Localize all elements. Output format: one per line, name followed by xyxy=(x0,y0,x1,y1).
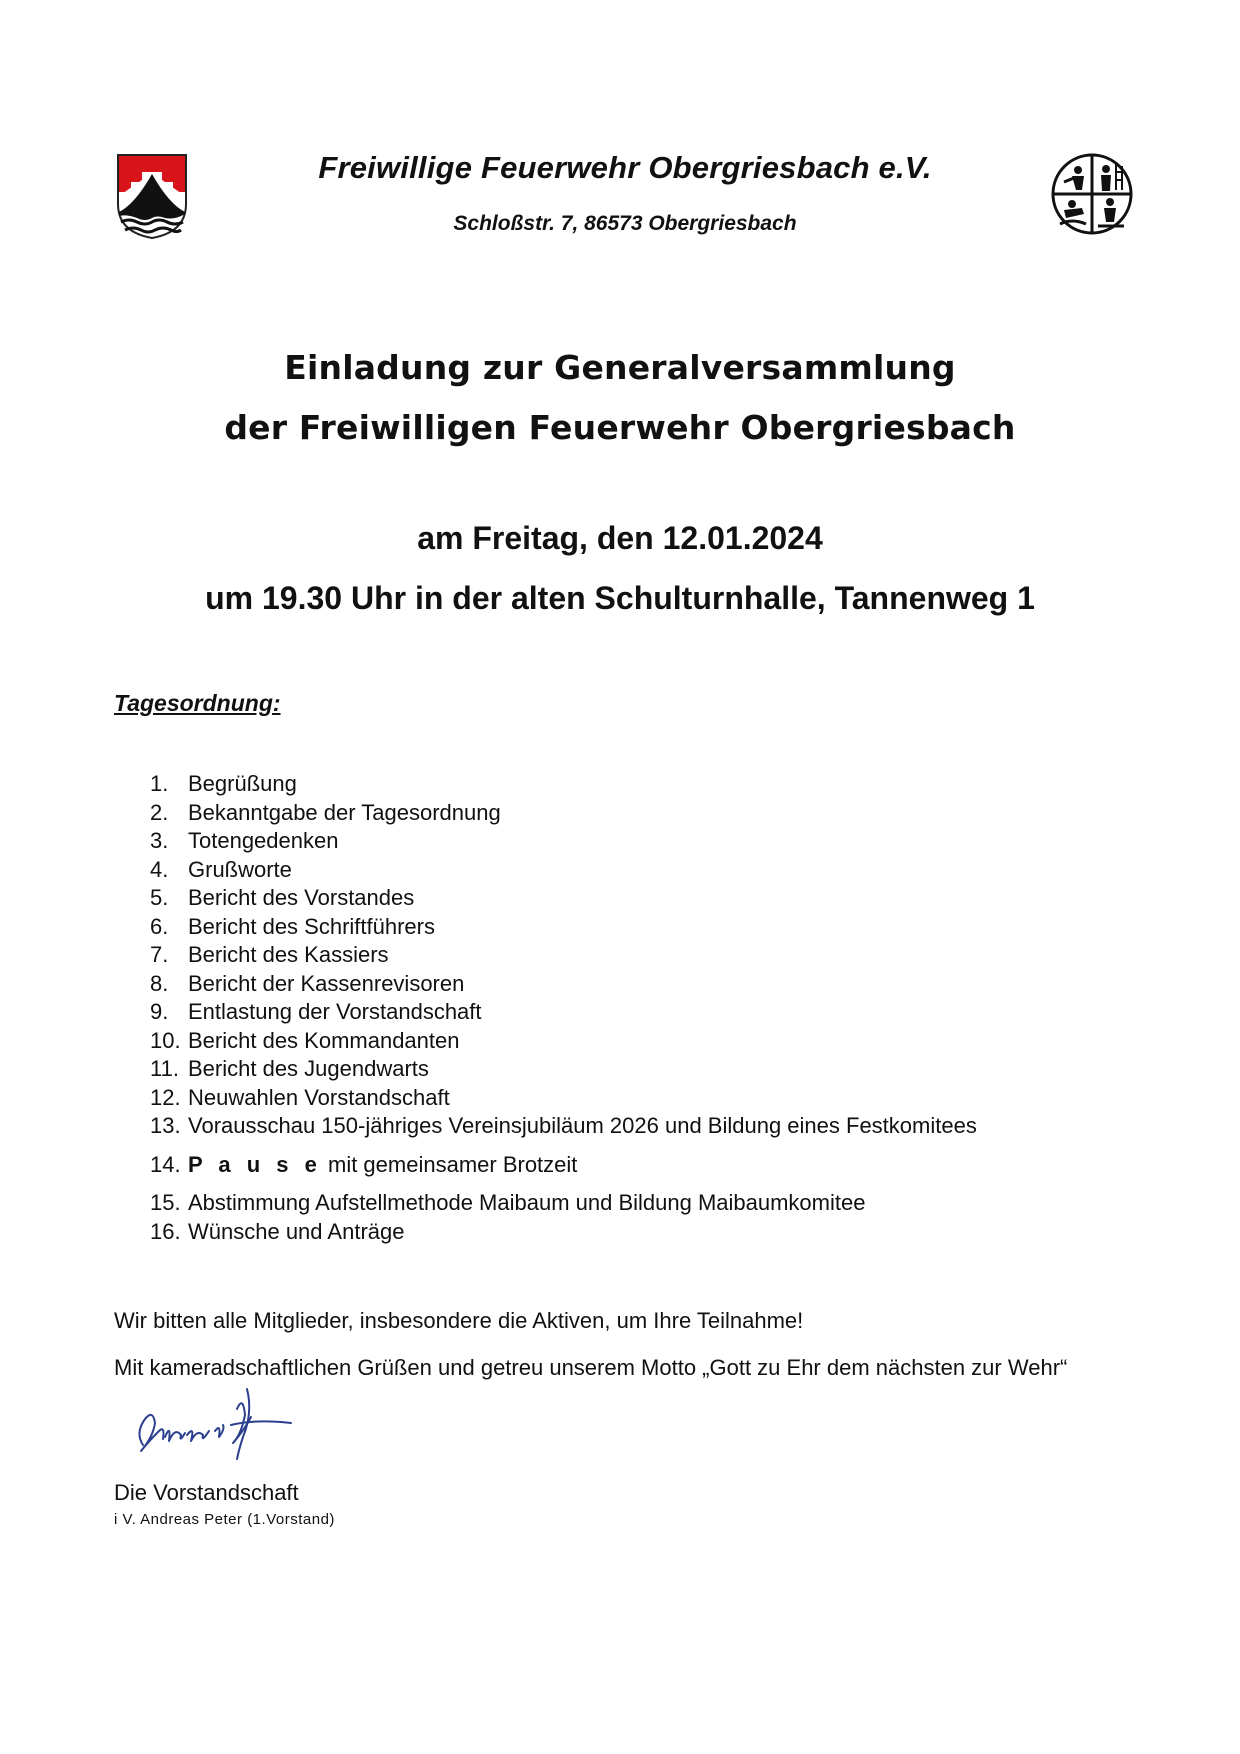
agenda-item-number: 12. xyxy=(150,1084,181,1110)
organization-name: Freiwillige Feuerwehr Obergriesbach e.V. xyxy=(318,150,932,185)
agenda-item xyxy=(150,770,1150,799)
agenda-item xyxy=(150,1055,1150,1084)
participation-request: Wir bitten alle Mitglieder, insbesondere die Aktiven, um Ihre Teilnahme! xyxy=(114,1308,804,1333)
signer-group: Die Vorstandschaft xyxy=(114,1480,299,1505)
agenda-item-number: 4. xyxy=(150,856,169,882)
agenda-item-number: 13. xyxy=(150,1113,181,1138)
agenda-item-text: Bericht des Kassiers xyxy=(188,942,389,967)
agenda-heading: Tagesordnung: xyxy=(114,690,281,716)
agenda-item-text: Begrüßung xyxy=(188,771,297,796)
agenda-item xyxy=(150,970,1150,999)
event-date: am Freitag, den 12.01.2024 xyxy=(417,520,823,556)
agenda-item-text: Bekanntgabe der Tagesordnung xyxy=(188,799,501,825)
agenda-item-text: Bericht des Jugendwarts xyxy=(188,1056,429,1081)
agenda-item-number: 14. xyxy=(150,1151,181,1177)
agenda-item-number: 2. xyxy=(150,799,169,825)
agenda-item-text: Grußworte xyxy=(188,856,292,882)
agenda-item xyxy=(150,941,1150,970)
agenda-item xyxy=(150,799,1150,828)
agenda-item-number: 1. xyxy=(150,771,169,796)
pause-label: P a u s e xyxy=(188,1151,322,1177)
greeting-motto: Mit kameradschaftlichen Grüßen und getreu unserem Motto „Gott zu Ehr dem nächsten zur Wehr“ xyxy=(114,1355,1068,1380)
agenda-item-number: 15. xyxy=(150,1190,181,1215)
agenda-item xyxy=(150,1189,1150,1218)
agenda-item-text: Totengedenken xyxy=(188,828,339,853)
agenda-item xyxy=(150,998,1150,1027)
agenda-item-number: 11. xyxy=(150,1056,179,1081)
agenda-list xyxy=(150,770,1150,1246)
agenda-item-text: Vorausschau 150-jähriges Vereinsjubiläum 2026 und Bildung eines Festkomitees xyxy=(188,1113,977,1138)
agenda-item-number: 8. xyxy=(150,970,169,996)
agenda-item-text: Neuwahlen Vorstandschaft xyxy=(188,1084,450,1110)
agenda-item-number: 16. xyxy=(150,1218,181,1244)
agenda-item xyxy=(150,1027,1150,1056)
agenda-item xyxy=(150,884,1150,913)
agenda-item-text: mit gemeinsamer Brotzeit xyxy=(321,1151,578,1177)
invitation-title: Einladung zur Generalversammlung xyxy=(284,348,956,387)
agenda-item xyxy=(150,1084,1150,1113)
fire-brigade-emblem-icon xyxy=(1050,152,1134,236)
signer-name: i V. Andreas Peter (1.Vorstand) xyxy=(114,1511,335,1528)
agenda-item-number: 7. xyxy=(150,942,169,967)
agenda-item-number: 6. xyxy=(150,913,169,939)
agenda-item-number: 5. xyxy=(150,885,169,910)
agenda-item-text: Bericht der Kassenrevisoren xyxy=(188,970,465,996)
agenda-item xyxy=(150,827,1150,856)
agenda-item xyxy=(150,856,1150,885)
organization-address: Schloßstr. 7, 86573 Obergriesbach xyxy=(453,212,797,235)
agenda-item-number: 10. xyxy=(150,1027,181,1053)
handwritten-signature-icon xyxy=(125,1385,300,1465)
agenda-item-text: Bericht des Schriftführers xyxy=(188,913,435,939)
agenda-item-pause xyxy=(150,1151,1150,1180)
agenda-item-text: Wünsche und Anträge xyxy=(188,1218,405,1244)
agenda-item xyxy=(150,1112,1150,1141)
agenda-item-text: Bericht des Vorstandes xyxy=(188,885,415,910)
agenda-item-text: Bericht des Kommandanten xyxy=(188,1027,460,1053)
agenda-item-number: 9. xyxy=(150,999,169,1024)
event-time-place: um 19.30 Uhr in der alten Schulturnhalle, Tannenweg 1 xyxy=(205,580,1035,616)
agenda-item-text: Entlastung der Vorstandschaft xyxy=(188,999,482,1024)
agenda-item-text: Abstimmung Aufstellmethode Maibaum und Bildung Maibaumkomitee xyxy=(188,1190,866,1215)
invitation-subtitle: der Freiwilligen Feuerwehr Obergriesbach xyxy=(224,408,1016,447)
agenda-item-number: 3. xyxy=(150,828,169,853)
agenda-item xyxy=(150,1218,1150,1247)
agenda-item xyxy=(150,913,1150,942)
